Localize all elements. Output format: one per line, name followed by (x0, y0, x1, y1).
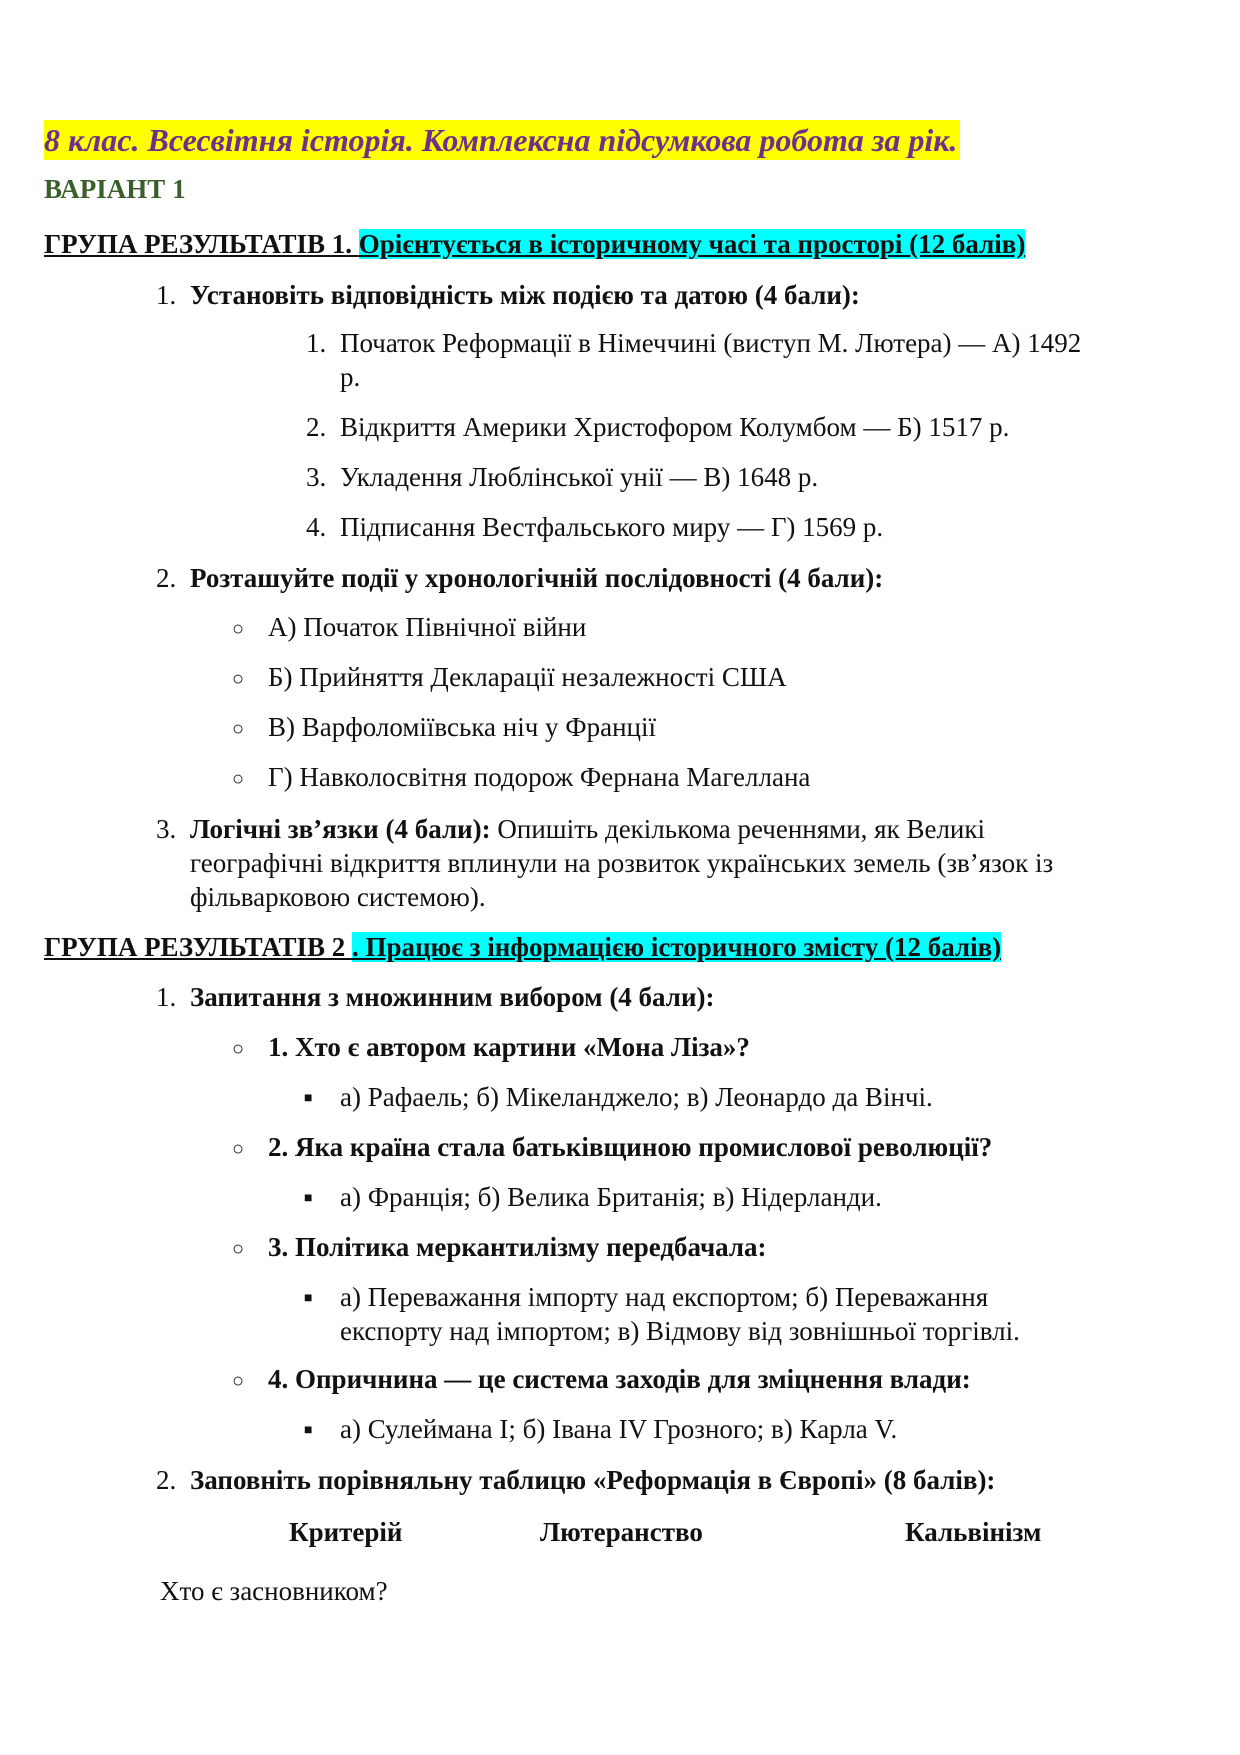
g1-q2-item: Б) Прийняття Декларації незалежності США (268, 662, 787, 692)
group-1-highlight: Орієнтується в історичному часі та просторі (12 балів) (358, 229, 1026, 259)
g2-q1-title: Запитання з множинним вибором (4 бали): (190, 982, 715, 1012)
g2-mc-question: 1. Хто є автором картини «Мона Ліза»? (268, 1032, 750, 1062)
table-header-criterion: Критерій (289, 1517, 403, 1547)
circle-bullet-icon: ○ (232, 618, 245, 640)
group-1-heading (44, 227, 1025, 261)
square-bullet-icon: ■ (304, 1191, 313, 1206)
g2-mc-answers: а) Рафаель; б) Мікеланджело; в) Леонардо да Вінчі. (340, 1082, 933, 1112)
g2-mc-question: 3. Політика меркантилізму передбачала: (268, 1232, 767, 1262)
g1-q1-item: 2. Відкриття Америки Христофором Колумбом — Б) 1517 р. (306, 412, 1010, 442)
g1-q3-title: Логічні зв’язки (4 бали): (190, 814, 491, 844)
group-2-highlight: . Працює з інформацією історичного змісту (12 балів) (351, 932, 1002, 962)
g1-q2-item: Г) Навколосвітня подорож Фернана Магеллана (268, 762, 811, 792)
g1-q3-line: фільварковою системою). (190, 882, 486, 912)
g1-q2-item: А) Початок Північної війни (268, 612, 587, 642)
circle-bullet-icon: ○ (232, 768, 245, 790)
circle-bullet-icon: ○ (232, 718, 245, 740)
g2-mc-answers: а) Переважання імпорту над експортом; б) Переважання (340, 1282, 989, 1312)
variant-label: ВАРІАНТ 1 (44, 174, 186, 204)
circle-bullet-icon: ○ (232, 668, 245, 690)
table-header-lutheranism: Лютеранство (540, 1517, 703, 1547)
g1-q1-title: Установіть відповідність між подією та датою (4 бали): (190, 280, 860, 310)
g1-q1-number: 1. (156, 280, 177, 310)
g1-question-1 (156, 278, 860, 312)
g1-q1-item-continuation: р. (340, 362, 361, 392)
g1-question-3: 3. Логічні зв’язки (4 бали): Опишіть декількома реченнями, як Великі (156, 814, 986, 844)
g2-mc-answers: а) Франція; б) Велика Британія; в) Нідерланди. (340, 1182, 882, 1212)
g2-question-1: 1. Запитання з множинним вибором (4 бали): (156, 982, 715, 1012)
g2-mc-question: 2. Яка країна стала батьківщиною промислової революції? (268, 1132, 993, 1162)
square-bullet-icon: ■ (304, 1423, 313, 1438)
group-2-heading (44, 930, 1001, 964)
g1-q3-line: географічні відкриття вплинули на розвиток українських земель (зв’язок із (190, 848, 1054, 878)
g1-question-2: 2. Розташуйте події у хронологічній послідовності (4 бали): (156, 563, 884, 593)
square-bullet-icon: ■ (304, 1291, 313, 1306)
g1-q1-item: 3. Укладення Люблінської унії — В) 1648 р. (306, 462, 819, 492)
square-bullet-icon: ■ (304, 1091, 313, 1106)
group-1-label: ГРУПА РЕЗУЛЬТАТІВ 1. (44, 229, 352, 259)
g2-q2-title: Заповніть порівняльну таблицю «Реформація в Європі» (8 балів): (190, 1465, 996, 1495)
g2-mc-answers: а) Сулеймана І; б) Івана IV Грозного; в) Карла V. (340, 1414, 898, 1444)
circle-bullet-icon: ○ (232, 1238, 245, 1260)
g2-mc-question: 4. Опричнина — це система заходів для зміцнення влади: (268, 1364, 971, 1394)
group-2-label: ГРУПА РЕЗУЛЬТАТІВ 2 (44, 932, 352, 962)
g1-q2-title: Розташуйте події у хронологічній послідовності (4 бали): (190, 563, 884, 593)
g2-question-2: 2. Заповніть порівняльну таблицю «Реформація в Європі» (8 балів): (156, 1465, 996, 1495)
g1-q1-item: 4. Підписання Вестфальського миру — Г) 1569 р. (306, 512, 884, 542)
g2-mc-answers-continuation: експорту над імпортом; в) Відмову від зовнішньої торгівлі. (340, 1316, 1020, 1346)
g1-q1-item: 1. Початок Реформації в Німеччині (виступ М. Лютера) — А) 1492 (306, 328, 1082, 358)
circle-bullet-icon: ○ (232, 1138, 245, 1160)
table-header-calvinism: Кальвінізм (905, 1517, 1042, 1547)
circle-bullet-icon: ○ (232, 1370, 245, 1392)
g1-q2-item: В) Варфоломіївська ніч у Франції (268, 712, 657, 742)
circle-bullet-icon: ○ (232, 1038, 245, 1060)
table-row-label: Хто є засновником? (160, 1576, 388, 1606)
document-title: 8 клас. Всесвітня історія. Комплексна підсумкова робота за рік. (44, 120, 960, 160)
